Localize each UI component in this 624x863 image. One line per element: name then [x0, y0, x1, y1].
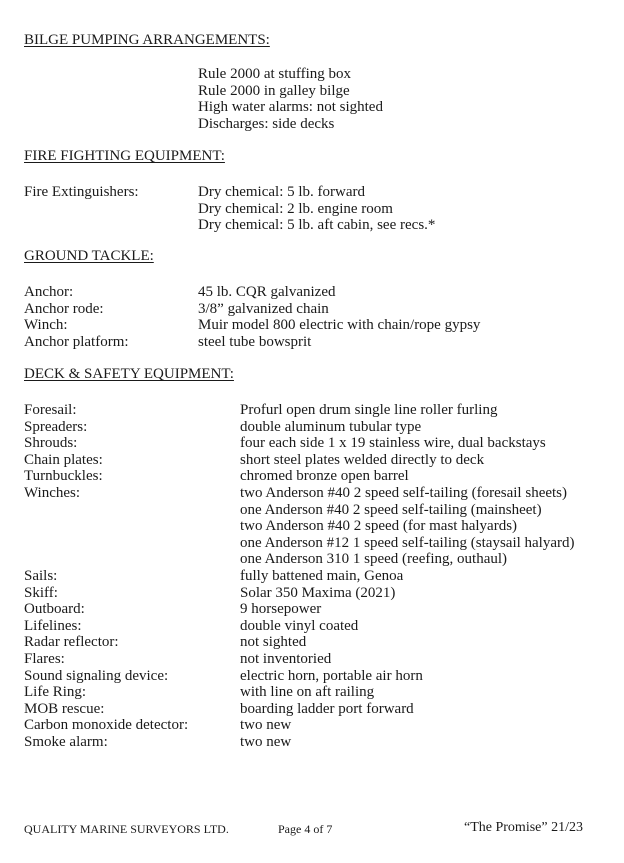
row-label: Sails:: [24, 567, 58, 584]
row-value: two new: [240, 733, 292, 750]
fire-heading: FIRE FIGHTING EQUIPMENT:: [24, 148, 225, 164]
row-value: double aluminum tubular type: [240, 418, 422, 435]
row-label: Anchor:: [24, 284, 74, 300]
row-label: Turnbuckles:: [24, 468, 103, 485]
row-label: MOB rescue:: [24, 700, 105, 717]
row-value: one Anderson 310 1 speed (reefing, outhaul): [240, 551, 508, 568]
row-label: Shrouds:: [24, 435, 78, 452]
row-value: four each side 1 x 19 stainless wire, dual backstays: [240, 435, 546, 452]
fire-list: [198, 184, 435, 234]
row-label: Winch:: [24, 317, 68, 334]
row-value: boarding ladder port forward: [240, 700, 414, 717]
row-label: Flares:: [24, 650, 65, 667]
row-label: Life Ring:: [24, 684, 87, 701]
row-value: fully battened main, Genoa: [240, 567, 404, 584]
row-label: Sound signaling device:: [24, 667, 169, 684]
row-label: Foresail:: [24, 402, 77, 418]
fire-extinguishers-label: Fire Extinguishers:: [24, 184, 139, 200]
fire-line: Dry chemical: 2 lb. engine room: [198, 200, 393, 217]
row-value: two Anderson #40 2 speed self-tailing (foresail sheets): [240, 484, 568, 501]
row-label: Skiff:: [24, 584, 58, 601]
row-value: with line on aft railing: [240, 684, 375, 701]
row-value: not sighted: [240, 634, 307, 651]
ground-heading: GROUND TACKLE:: [24, 248, 154, 264]
row-label: Chain plates:: [24, 451, 103, 468]
row-label: Radar reflector:: [24, 634, 119, 651]
row-value: Solar 350 Maxima (2021): [240, 584, 396, 601]
row-value: Muir model 800 electric with chain/rope gypsy: [198, 317, 481, 334]
deck-heading: DECK & SAFETY EQUIPMENT:: [24, 366, 234, 382]
row-value: Profurl open drum single line roller furling: [240, 402, 498, 418]
row-value: chromed bronze open barrel: [240, 468, 409, 485]
fire-line: Dry chemical: 5 lb. forward: [198, 184, 366, 200]
row-value: two new: [240, 717, 292, 734]
row-label: Outboard:: [24, 601, 85, 618]
row-value: double vinyl coated: [240, 617, 359, 634]
row-value: 45 lb. CQR galvanized: [198, 284, 336, 300]
row-label: Smoke alarm:: [24, 733, 108, 750]
fire-line: Dry chemical: 5 lb. aft cabin, see recs.*: [198, 217, 436, 234]
row-value: 3/8” galvanized chain: [198, 300, 329, 317]
row-value: one Anderson #40 2 speed self-tailing (mainsheet): [240, 501, 542, 518]
footer-company: QUALITY MARINE SURVEYORS LTD.: [24, 822, 229, 836]
bilge-line: Discharges: side decks: [198, 115, 335, 132]
row-value: steel tube bowsprit: [198, 333, 312, 350]
row-value: two Anderson #40 2 speed (for mast halyards): [240, 518, 518, 535]
bilge-line: Rule 2000 at stuffing box: [198, 66, 352, 82]
row-label: Anchor platform:: [24, 333, 129, 350]
bilge-list: [198, 66, 383, 132]
row-label: Anchor rode:: [24, 300, 104, 317]
bilge-line: High water alarms: not sighted: [198, 99, 383, 116]
row-value: 9 horsepower: [240, 601, 322, 618]
row-label: Winches:: [24, 484, 81, 501]
footer-page-number: Page 4 of 7: [278, 822, 333, 836]
row-value: one Anderson #12 1 speed self-tailing (staysail halyard): [240, 534, 575, 551]
row-label: Lifelines:: [24, 617, 82, 634]
bilge-heading: BILGE PUMPING ARRANGEMENTS:: [24, 32, 270, 48]
row-label: Spreaders:: [24, 418, 88, 435]
row-value: not inventoried: [240, 650, 332, 667]
bilge-line: Rule 2000 in galley bilge: [198, 82, 350, 99]
row-label: Carbon monoxide detector:: [24, 717, 189, 734]
row-value: short steel plates welded directly to deck: [240, 451, 485, 468]
row-value: electric horn, portable air horn: [240, 667, 423, 684]
footer-vessel: “The Promise” 21/23: [464, 820, 583, 835]
